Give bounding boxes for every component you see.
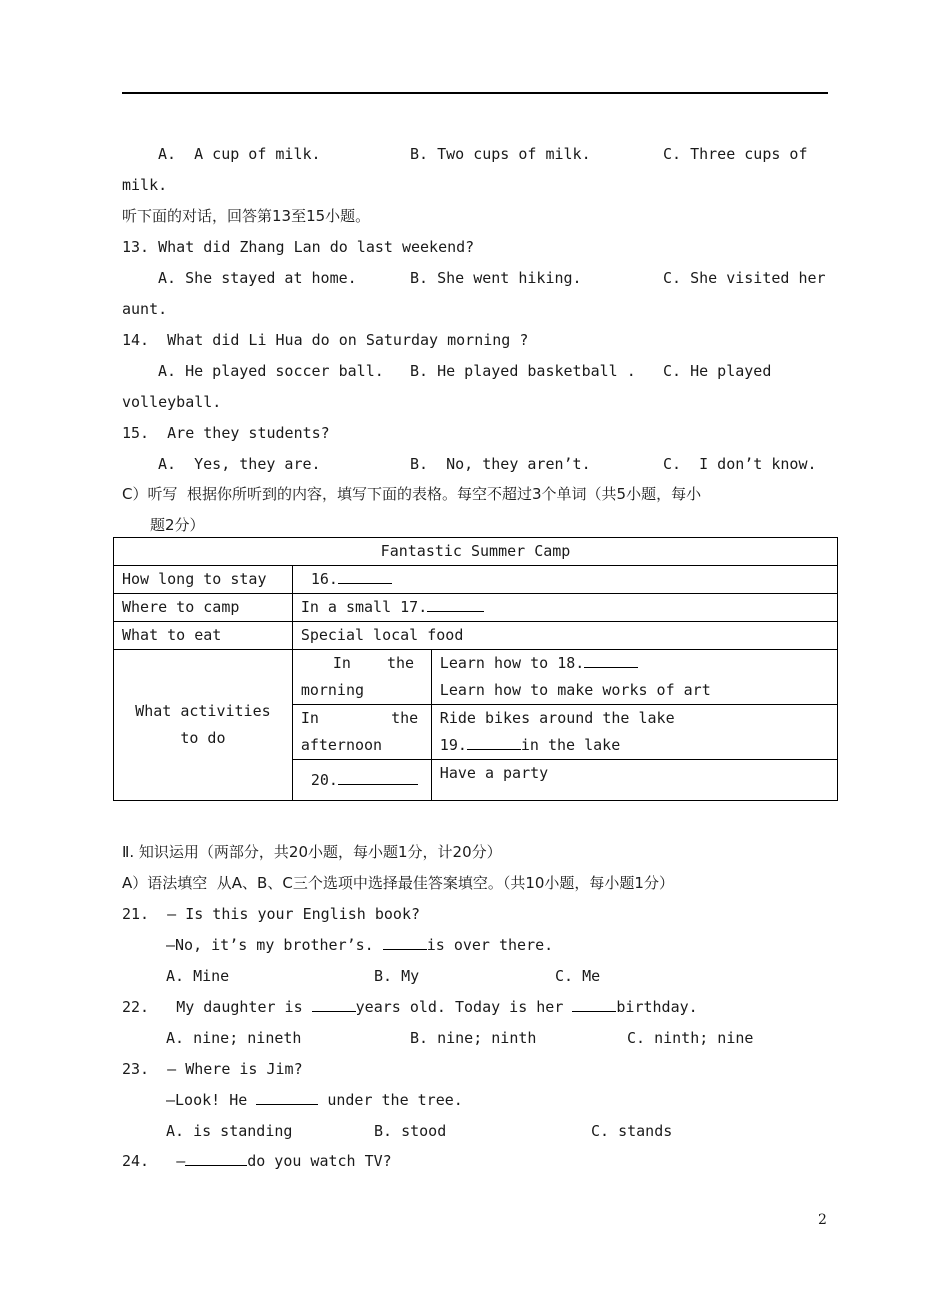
q23-stem: 23. – Where is Jim? [122, 1060, 303, 1078]
section-c-instruction-cont: 题2分） [150, 516, 205, 534]
q21-option-c: C. Me [555, 967, 601, 985]
row-value-where: In a small 17. [292, 594, 837, 622]
q23-option-a: A. is standing [166, 1122, 293, 1140]
evening-label: 20. [292, 760, 431, 801]
row-label-activities: What activities to do [114, 650, 293, 801]
blank-20[interactable] [338, 770, 418, 785]
section-2-title: Ⅱ. 知识运用（两部分，共20小题，每小题1分，计20分） [122, 843, 502, 861]
q22-option-c: C. ninth; nine [627, 1029, 754, 1047]
q14-option-b: B. He played basketball . [410, 362, 636, 380]
afternoon-activities: Ride bikes around the lake 19. in the lake [431, 705, 837, 760]
morning-activities: Learn how to 18. Learn how to make works of art [431, 650, 837, 705]
q21-option-a: A. Mine [166, 967, 230, 985]
blank-18[interactable] [584, 653, 638, 668]
section-13-15-instruction: 听下面的对话，回答第13至15小题。 [122, 207, 371, 225]
q21-stem: 21. – Is this your English book? [122, 905, 421, 923]
table-title: Fantastic Summer Camp [114, 538, 838, 566]
q23-line2: –Look! He under the tree. [166, 1091, 463, 1109]
blank-16[interactable] [338, 569, 392, 584]
q23-option-c: C. stands [591, 1122, 673, 1140]
row-value-stay: 16. [292, 566, 837, 594]
blank-21[interactable] [383, 935, 427, 950]
q22-option-b: B. nine; ninth [410, 1029, 537, 1047]
blank-22b[interactable] [572, 997, 616, 1012]
blank-22a[interactable] [312, 997, 356, 1012]
q15-option-a: A. Yes, they are. [158, 455, 321, 473]
row-label-stay: How long to stay [114, 566, 293, 594]
header-rule [122, 92, 828, 94]
q21-line2: –No, it’s my brother’s. is over there. [166, 936, 554, 954]
morning-label: In the morning [292, 650, 431, 705]
page-number: 2 [818, 1212, 827, 1228]
q13-option-c-wrap: aunt. [122, 300, 168, 318]
q12-option-a: A. A cup of milk. [158, 145, 321, 163]
blank-19[interactable] [467, 735, 521, 750]
q15-option-c: C. I don’t know. [663, 455, 817, 473]
q15-stem: 15. Are they students? [122, 424, 330, 442]
q12-option-b: B. Two cups of milk. [410, 145, 591, 163]
section-2-sub-a: A）语法填空 从A、B、C三个选项中选择最佳答案填空。（共10小题，每小题1分） [122, 874, 674, 892]
q15-option-b: B. No, they aren’t. [410, 455, 591, 473]
q23-option-b: B. stood [374, 1122, 447, 1140]
q14-option-c: C. He played [663, 362, 772, 380]
row-value-eat: Special local food [292, 622, 837, 650]
summer-camp-table [113, 537, 838, 801]
q13-option-c: C. She visited her [663, 269, 826, 287]
blank-24[interactable] [185, 1151, 247, 1166]
row-label-eat: What to eat [114, 622, 293, 650]
q13-option-a: A. She stayed at home. [158, 269, 357, 287]
evening-activity: Have a party [431, 760, 837, 801]
q14-stem: 14. What did Li Hua do on Saturday morning ? [122, 331, 529, 349]
q22-stem: 22. My daughter is years old. Today is her birthday. [122, 998, 698, 1016]
blank-17[interactable] [427, 597, 484, 612]
q14-option-c-wrap: volleyball. [122, 393, 222, 411]
q24-stem: 24. – do you watch TV? [122, 1152, 392, 1170]
blank-23[interactable] [256, 1090, 318, 1105]
afternoon-label: In the afternoon [292, 705, 431, 760]
section-c-instruction: C）听写 根据你所听到的内容，填写下面的表格。每空不超过3个单词（共5小题，每小 [122, 485, 702, 503]
q14-option-a: A. He played soccer ball. [158, 362, 384, 380]
q12-option-c: C. Three cups of [663, 145, 808, 163]
q21-option-b: B. My [374, 967, 420, 985]
q13-option-b: B. She went hiking. [410, 269, 582, 287]
row-label-where: Where to camp [114, 594, 293, 622]
q12-option-c-wrap: milk. [122, 176, 168, 194]
q13-stem: 13. What did Zhang Lan do last weekend? [122, 238, 475, 256]
q22-option-a: A. nine; nineth [166, 1029, 302, 1047]
